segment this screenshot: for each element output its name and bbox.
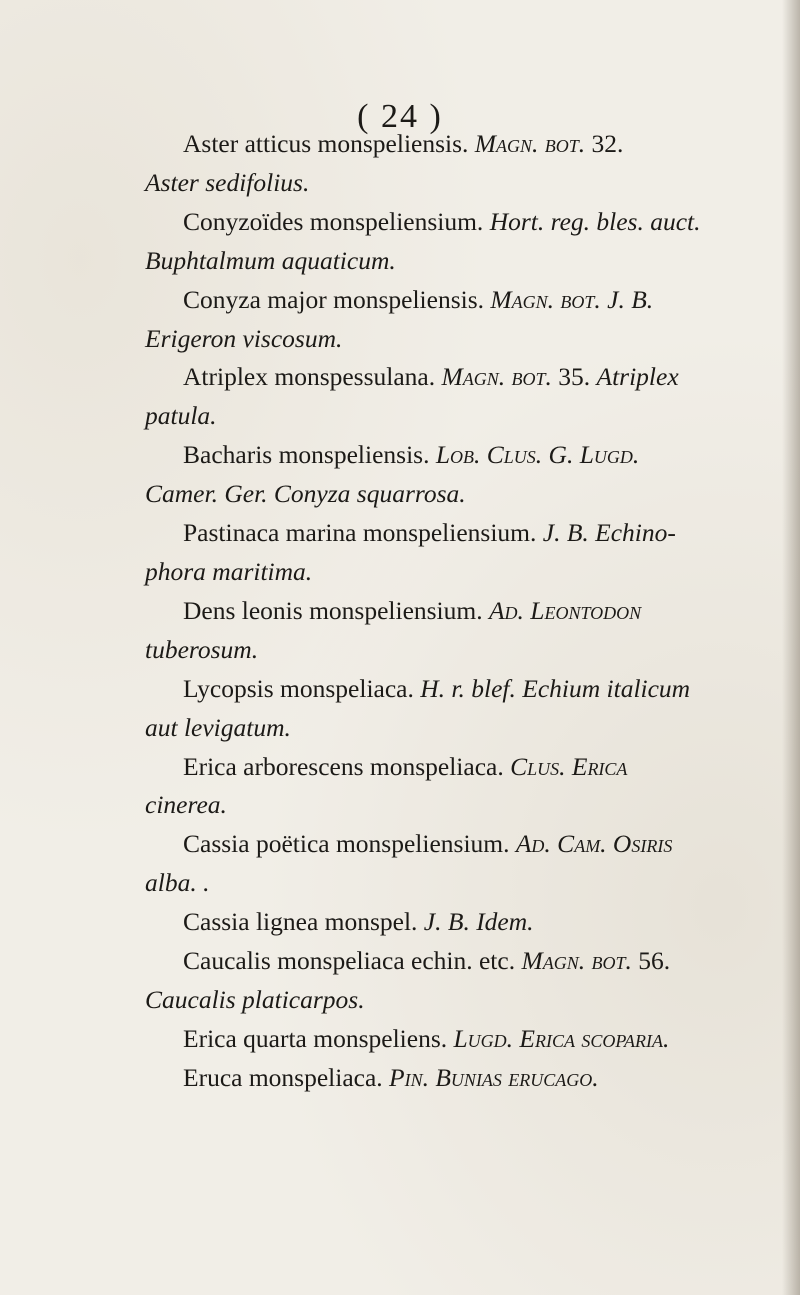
citation-text: Clus. Erica [510,751,628,781]
citation-text: Erigeron viscosum. [145,323,343,353]
citation-text: phora maritima. [145,556,313,586]
entry-line-continuation [145,786,765,825]
citation-text: Aster sedifolius. [145,167,310,197]
entry-line-first [145,670,765,709]
entry [145,670,765,748]
entry-line-continuation [145,164,765,203]
plant-name-text: Erica arborescens monspeliaca. [183,751,511,781]
citation-text: Ad. Leontodon [488,595,642,625]
entry [145,281,765,359]
citation-text: Magn. bot. J. B. [490,284,654,314]
entry [145,1059,765,1098]
entry-line-first [145,203,765,242]
plant-name-text: Atriplex monspessulana. [183,362,442,392]
entry-line-continuation [145,631,765,670]
citation-text: H. r. blef. Echium italicum [420,673,691,703]
citation-text: Ad. Cam. Osiris [515,829,673,859]
plant-name-text: 35. [558,362,597,392]
entry-line-first [145,1020,765,1059]
citation-text: Magn. bot. [441,362,559,392]
entry-line-first [145,903,765,942]
plant-name-text: Eruca monspeliaca. [183,1062,390,1092]
page-number: ( 24 ) [357,98,443,135]
citation-text: Pin. Bunias erucago. [389,1062,599,1092]
entry-line-continuation [145,320,765,359]
plant-name-text: 32. [591,129,624,158]
plant-name-text: Caucalis monspeliaca echin. etc. [183,946,522,976]
citation-text: Lob. Clus. G. Lugd. [435,440,640,470]
entry [145,514,765,592]
entry-line-first [145,1059,765,1098]
citation-text: Atriplex [596,362,679,392]
entry-line-first [145,825,765,864]
entry [145,903,765,942]
plant-name-text: Pastinaca marina monspeliensium. [183,518,543,548]
entry-line-first [145,125,765,164]
entry-line-first [145,592,765,631]
entry [145,436,765,514]
entry [145,125,765,203]
entry-line-continuation [145,475,765,514]
citation-text: J. B. Echino- [542,518,676,548]
entry-line-first [145,514,765,553]
citation-text: tuberosum. [145,634,259,664]
entry-line-first [145,748,765,787]
entry [145,203,765,281]
entry-line-continuation [145,864,765,903]
plant-name-text: Bacharis monspeliensis. [183,440,436,470]
entry-line-continuation [145,981,765,1020]
entry-line-continuation [145,242,765,281]
plant-name-text: Dens leonis monspeliensium. [183,595,489,625]
citation-text: cinerea. [145,790,227,820]
entry-line-continuation [145,709,765,748]
entry-line-first [145,358,765,397]
entry-line-first [145,436,765,475]
citation-text: alba. . [145,868,210,898]
plant-name-text: Cassia poëtica monspeliensium. [183,829,516,859]
entry [145,358,765,436]
citation-text: Camer. Ger. Conyza squarrosa. [145,479,466,509]
entry [145,942,765,1020]
entry-line-continuation [145,553,765,592]
citation-text: Buphtalmum aquaticum. [145,245,396,275]
citation-text: Lugd. Erica scoparia. [453,1023,670,1053]
plant-name-text: Conyza major monspeliensis. [183,284,491,314]
plant-synonym-list [145,125,765,1098]
entry-line-continuation [145,397,765,436]
citation-text: Magn. bot. [474,129,592,158]
citation-text: J. B. Idem. [423,907,534,937]
page-edge-shadow [782,0,800,1295]
entry-line-first [145,942,765,981]
entry-line-first [145,281,765,320]
citation-text: aut levigatum. [145,712,291,742]
entry [145,825,765,903]
entry [145,592,765,670]
citation-text: Caucalis platicarpos. [145,984,365,1014]
plant-name-text: Erica quarta monspeliens. [183,1023,454,1053]
citation-text: Hort. reg. bles. auct. [489,206,701,236]
entry [145,748,765,826]
plant-name-text: Cassia lignea monspel. [183,907,424,937]
citation-text: patula. [145,401,217,431]
citation-text: Magn. bot. [521,946,639,976]
plant-name-text: Conyzoïdes monspeliensium. [183,206,490,236]
plant-name-text: 56. [638,946,671,976]
plant-name-text: Aster atticus monspeliensis. [183,129,475,158]
plant-name-text: Lycopsis monspeliaca. [183,673,421,703]
entry [145,1020,765,1059]
